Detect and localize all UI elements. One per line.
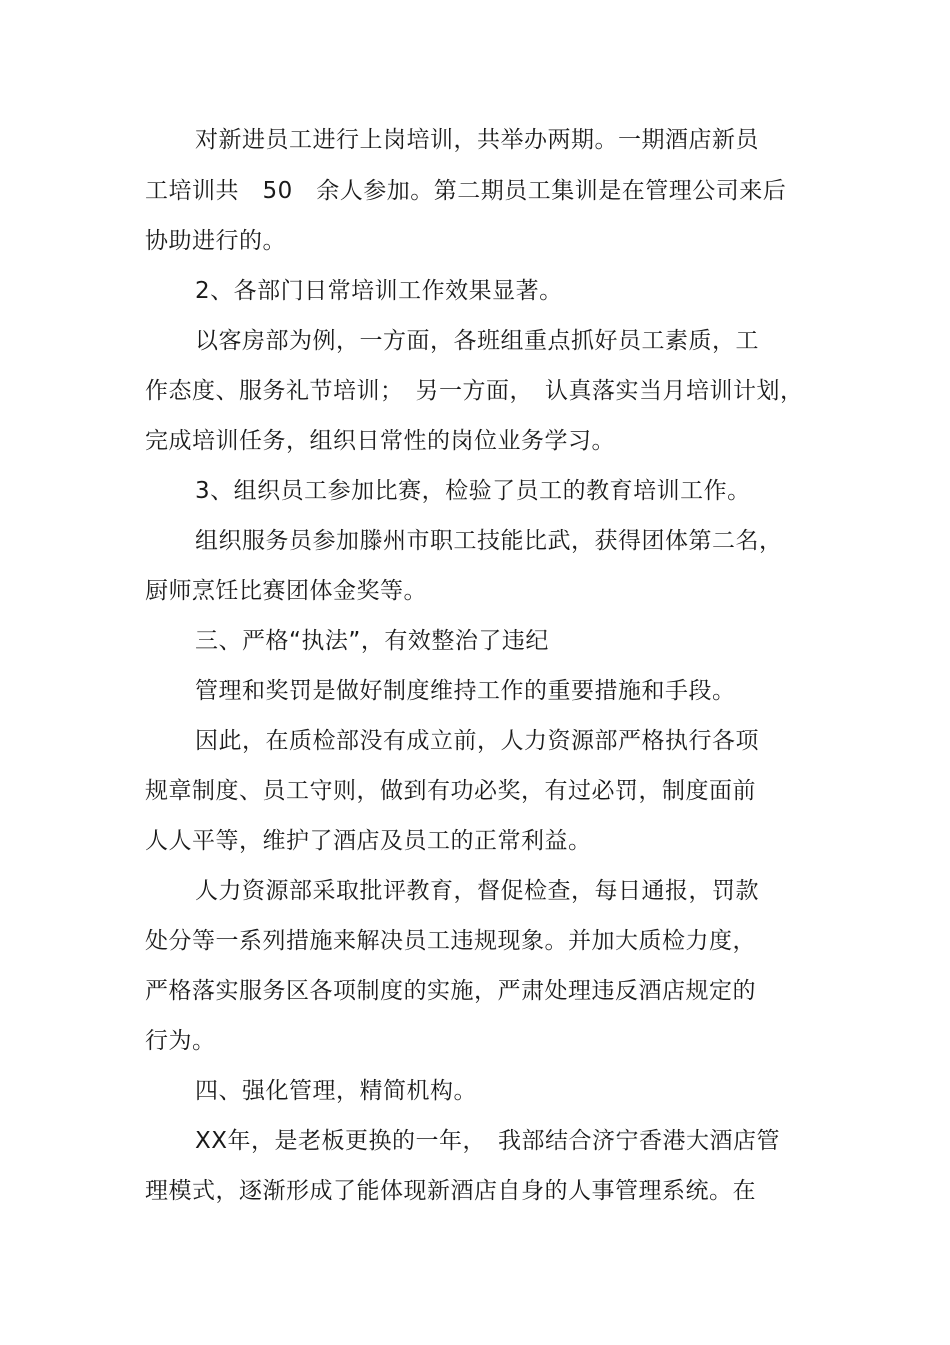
paragraph-line: 处分等一系列措施来解决员工违规现象。并加大质检力度， bbox=[145, 928, 756, 954]
paragraph-line: 理模式，逐渐形成了能体现新酒店自身的人事管理系统。在 bbox=[145, 1178, 756, 1204]
paragraph-line: 因此，在质检部没有成立前，人力资源部严格执行各项 bbox=[195, 728, 759, 754]
paragraph-line: 作态度、服务礼节培训； 另一方面， 认真落实当月培训计划， bbox=[145, 378, 804, 404]
paragraph-line: 人人平等，维护了酒店及员工的正常利益。 bbox=[145, 828, 592, 854]
paragraph-line: 以客房部为例，一方面，各班组重点抓好员工素质，工 bbox=[195, 328, 759, 354]
paragraph-line: 对新进员工进行上岗培训，共举办两期。一期酒店新员 bbox=[195, 127, 759, 153]
paragraph-line: 行为。 bbox=[145, 1028, 216, 1054]
paragraph-line: 规章制度、员工守则，做到有功必奖，有过必罚，制度面前 bbox=[145, 778, 756, 804]
paragraph-line: 管理和奖罚是做好制度维持工作的重要措施和手段。 bbox=[195, 678, 736, 704]
paragraph-line: 3、组织员工参加比赛，检验了员工的教育培训工作。 bbox=[195, 478, 751, 504]
paragraph-line: 人力资源部采取批评教育，督促检查，每日通报，罚款 bbox=[195, 878, 759, 904]
paragraph-line: XX年，是老板更换的一年， 我部结合济宁香港大酒店管 bbox=[195, 1128, 781, 1154]
paragraph-line: 工培训共 50 余人参加。第二期员工集训是在管理公司来后 bbox=[145, 178, 787, 204]
section-heading: 三、严格“执法”，有效整治了违纪 bbox=[195, 628, 549, 654]
paragraph-line: 协助进行的。 bbox=[145, 228, 286, 254]
paragraph-line: 厨师烹饪比赛团体金奖等。 bbox=[145, 578, 427, 604]
section-heading: 四、强化管理，精简机构。 bbox=[195, 1078, 477, 1104]
paragraph-line: 组织服务员参加滕州市职工技能比武，获得团体第二名， bbox=[195, 528, 783, 554]
paragraph-line: 2、各部门日常培训工作效果显著。 bbox=[195, 278, 563, 304]
paragraph-line: 完成培训任务，组织日常性的岗位业务学习。 bbox=[145, 428, 615, 454]
paragraph-line: 严格落实服务区各项制度的实施，严肃处理违反酒店规定的 bbox=[145, 978, 756, 1004]
